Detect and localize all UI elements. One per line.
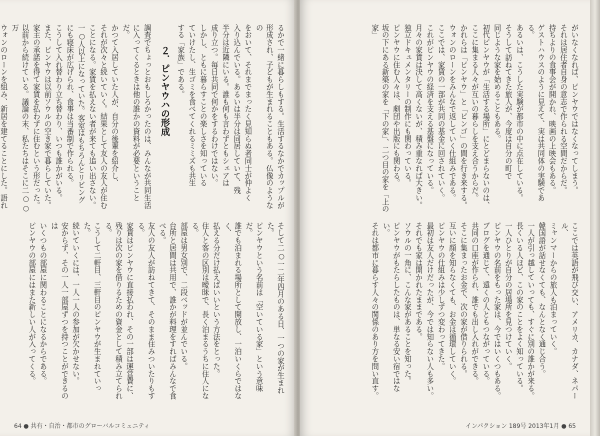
text-column: ピンヤウという名前は「空いている家」という意味だ。 — [245, 222, 265, 393]
text-column: それが次々と続いていく。結果として友人の友人が住む — [99, 24, 109, 209]
text-column: をおいて、それまでまったく見知らぬ者同士が仲よく — [244, 24, 254, 202]
text-column: 残りは次の家を借りるための資金として積み立てられる。 — [104, 222, 124, 400]
left-page — [0, 0, 296, 436]
text-column: 互いに顔を知らなくても、お金は循環していく。 — [448, 222, 458, 385]
left-bottom-band — [14, 222, 286, 400]
text-column: 一人が引っ越していっても、すぐに別の誰かが来る。 — [527, 222, 537, 400]
text-column: しかし、ともに暮らすことの楽しさを知っている — [199, 24, 209, 187]
right-page — [300, 0, 590, 436]
text-column: 持ちよりの食事会が開かれ、映画の上映会もある。 — [548, 24, 558, 195]
text-column: いくつもの部屋に関わることになるからである。 — [39, 222, 49, 385]
text-column: 最初は友人だけだったが、今では知らない人も多い。 — [426, 222, 436, 400]
text-column: それでも家は開かれたままである。 — [415, 222, 425, 341]
text-column: ピンヤウの名前をもった家は、今ではいくつもある。 — [493, 222, 503, 400]
text-column: 月々の家賃は決して高くないが、積み重なれば大きい。 — [415, 24, 425, 209]
text-column: ここでは、家賃の一部が共同の基金に回されていく。 — [437, 24, 447, 202]
text-column: そして二○一二年四月のある日、一つの家が生まれた。 — [266, 222, 286, 394]
text-column: 払える分だけ払えばいいという方法をとった。 — [212, 222, 222, 378]
right-page-footer: インパクション 189号 2013年1月 ● 65 — [465, 423, 576, 430]
text-column: 独立ドキュメンタリーの制作にも関わっている。 — [403, 24, 413, 187]
text-column: 同じような家を始めることもある。 — [493, 24, 503, 143]
text-column: これがピンヤウの経済を支える基盤になっている。 — [426, 24, 436, 195]
text-column: ことになる。家賃を払えない者が来ても追い出さない。 — [88, 24, 98, 209]
text-column: 共同の口座が作られ、誰でも出し入れができる。 — [471, 222, 481, 385]
text-column: ピンヤウがもたらしたものは、単なる安い宿ではない。 — [382, 222, 402, 393]
right-bottom-band — [314, 222, 580, 400]
text-column: そうして訪ねてきた旅人が、今度は自分の町で — [504, 24, 514, 180]
text-column: ていけたし、生ゴミを食べてくれるミミズも共生 — [188, 24, 198, 187]
text-column: ミャンマーからの旅人も泊まっていく。 — [549, 222, 559, 356]
text-column: 誰でも泊まれる場所として開放し、一泊いくらではなく、 — [223, 222, 244, 400]
section-heading: ２．ピンヤウハの形成 — [158, 46, 169, 136]
text-column: 韓国語が話せなくても、なんとなく通じ合う。 — [538, 222, 548, 378]
text-column: 台所と居間は共用で、誰かが料理をすればみんなで食べる。 — [158, 222, 178, 400]
text-column: ソウルの一角に、こんな家があることを知った。 — [403, 222, 413, 385]
page-edge — [590, 0, 600, 436]
text-column: 初代ピンヤウが「生活する場所」にとどまらないのは、 — [482, 24, 492, 209]
text-column: 形成され、子どもが生まれることもある。仏像のようなの — [255, 24, 275, 209]
text-column: 調査でちょっとおもしろかったのは、みんなが共同生活 — [143, 24, 153, 209]
text-column: 家主の承諾を得て家賃を払わずに住むという形だった。 — [32, 24, 42, 209]
text-column: 住人と客の区別は曖昧で、長く泊まるうちに住人になる。 — [191, 222, 211, 400]
text-column: 半分は近隣にいる。誰も何も言わずともシェアは — [221, 24, 231, 187]
text-column: 一○人以上になっていた。客室はもちろんとリビング — [77, 24, 87, 204]
text-column: また、ピンヤウは以前ソウルの空き家で暮らしていた。 — [43, 24, 53, 209]
text-column: ピンヤウの部屋にはまた新しい人が入ってくる。 — [28, 222, 38, 385]
text-column: 入り込んでいる。あるいは半分は同居していて、残 — [233, 24, 243, 195]
text-column: こうして二軒目、三軒目のピンヤウが生まれていった。 — [83, 222, 103, 393]
text-column: ウォンのローンを組み、新居を建てることにした。語れ — [0, 24, 10, 209]
text-column: に入ってくるときは他の誰かの資料が必要ということだ。 — [122, 24, 142, 202]
text-column: それは居住者自身の意志で作られる空間だからだ。 — [559, 24, 569, 195]
text-column: 部屋は男女別で、二段ベッドが並んでいる。 — [180, 222, 190, 370]
text-column: ウォンのローンをみんなで返していく仕組みである。 — [448, 24, 458, 202]
text-column: 以前から続けている。議論の末、私たちはそこに二○○万 — [11, 24, 31, 213]
text-column: かれらは「ピンヤウ」と「ピンゴ」の間を行き来する。 — [459, 24, 469, 209]
text-column: 友人の友人が訪ねてきて、そのまま住みついたりもする。 — [137, 222, 157, 400]
text-column: ここでは英語が飛び交い、アメリカ、カナダ、ネパール、 — [560, 222, 580, 400]
text-column: にも寝床が広げられ、食事は当番制で作られる。 — [66, 24, 76, 187]
right-top-band — [314, 24, 580, 214]
text-column: るかで一緒に暮らしもする。生活するなかでカップルが — [277, 24, 286, 209]
text-column: 安からず、その一人一部屋ずつを持つことができるのは — [50, 222, 70, 400]
text-column: 続いていくには、一人一人の参加が欠かせない。 — [72, 222, 82, 385]
text-column: ブログを通じて、遠くの人ともつながっている。 — [482, 222, 492, 385]
text-column: 一人ひとりが自分の居場所を見つけていく。 — [504, 222, 514, 370]
text-column: あるいは、こうした実験が都市の中に点在している。 — [515, 24, 525, 202]
text-column: ゲストハウスのように見えて、実は共同体の実験である。 — [527, 24, 547, 202]
text-column: 坂の下にある新築の家を「下の家」、二つ目の家を「上の家」 — [371, 24, 391, 213]
text-column: そこに集まったお金で、次の家が借りられる。 — [459, 222, 469, 378]
text-column: それは都市に暮らす人々の関係のあり方を問い直す。 — [371, 222, 381, 400]
text-column: こうして入れ替わり立ち替わり、いつも誰かがいる。 — [55, 24, 65, 202]
text-column: 長くいる人ほど、この家のことをよく知っている。 — [515, 222, 525, 393]
text-column: する「家族」である。 — [177, 24, 187, 98]
text-column: ピンヤウに住む人々は、劇団や出版にも関わる。 — [392, 24, 402, 187]
text-column: ここに集まる人々が互いの暮らしを支え合うからだ。 — [471, 24, 481, 202]
text-column: かつて入居していた人が、自分の後輩を紹介し、 — [111, 24, 121, 187]
left-page-footer: 64 ● 共有・自治・都市のグローバルコミュニティ — [14, 423, 150, 430]
text-column: 家賃はピンヤウに直接払われ、その一部は運営費に、 — [126, 222, 136, 400]
left-top-band — [0, 24, 286, 214]
text-column: がいなくなれば、ピンヤウではなくなってしまう。 — [571, 24, 580, 195]
text-column: 成り立つ。毎日共同で何かをするわけではない。 — [210, 24, 220, 187]
text-column: ピンヤウの仕組みは少しずつ変わってきた。 — [437, 222, 447, 370]
